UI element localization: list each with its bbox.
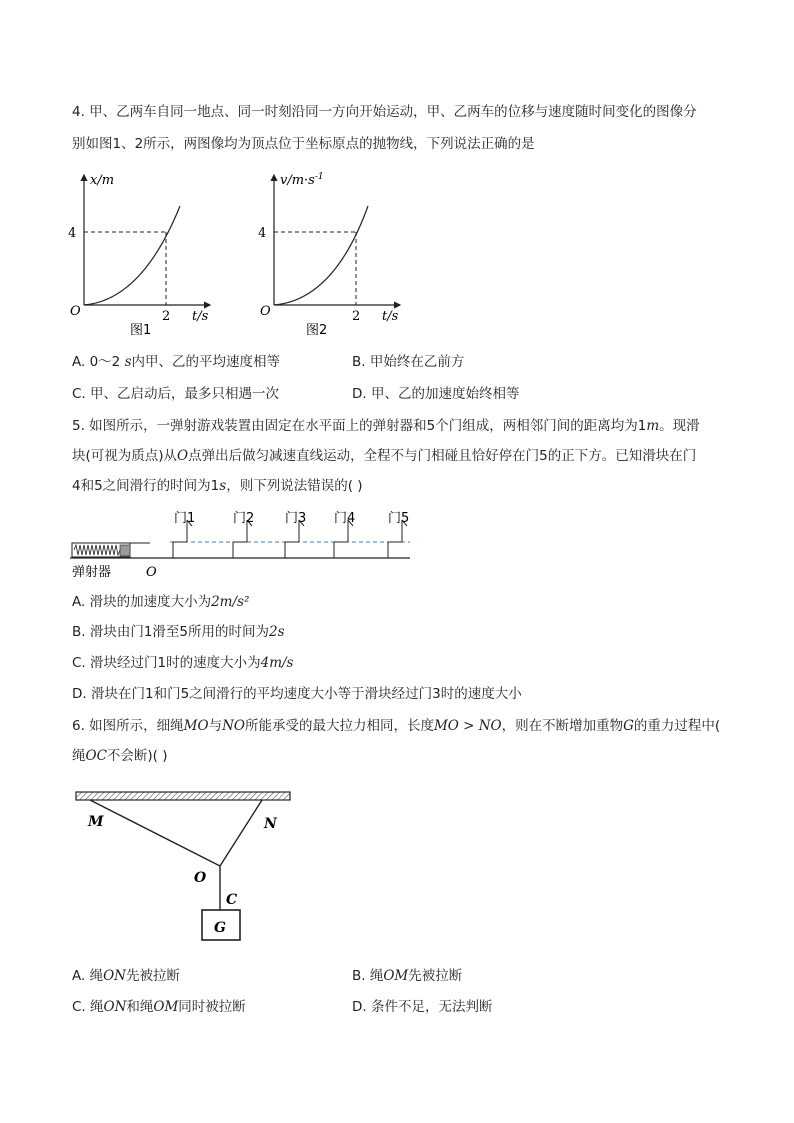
gate-1-label: 门1 [174,511,196,526]
q5-stem-line3: 4和5之间滑行的时间为1s，则下列说法错误的( ) [72,478,363,494]
q4-option-d: D. 甲、乙的加速度始终相等 [352,386,520,402]
q4-option-c: C. 甲、乙启动后，最多只相遇一次 [72,386,280,402]
ceiling [76,792,290,800]
q6-stem-line1: 6. 如图所示，细绳MO与NO所能承受的最大拉力相同，长度MO > NO，则在不断增加重物G的重力过程中( [72,718,721,734]
q6-figure [74,788,294,948]
fig1-tick-y: 4 [68,226,77,241]
fig1-caption: 图1 [130,323,152,338]
fig1-origin: O [70,304,81,319]
q6-option-d: D. 条件不足，无法判断 [352,999,493,1015]
label-g: G [214,920,226,936]
q6-stem-line2: 绳OC不会断)( ) [72,748,168,764]
fig1-axis-y-label: x/m [90,173,115,188]
fig2-caption: 图2 [306,323,328,338]
fig2-axis-x-label: t/s [382,309,399,324]
q4-stem-line2: 别如图1、2所示，两图像均为顶点位于坐标原点的抛物线，下列说法正确的是 [72,136,535,152]
q5-stem-line1: 5. 如图所示，一弹射游戏装置由固定在水平面上的弹射器和5个门组成，两相邻门间的距离均为1m。现滑 [72,418,700,434]
q5-option-d: D. 滑块在门1和门5之间滑行的平均速度大小等于滑块经过门3时的速度大小 [72,686,522,702]
gate-5-label: 门5 [388,511,410,526]
label-n: N [264,816,277,832]
label-m: M [88,814,104,830]
q5-option-b: B. 滑块由门1滑至5所用的时间为2s [72,624,285,640]
q4-figure-1 [60,170,220,338]
q4-figure-2 [250,170,410,338]
q5-stem-line2: 块(可视为质点)从O点弹出后做匀减速直线运动，全程不与门相碰且恰好停在门5的正下方。已知滑块在门 [72,448,697,464]
q4-option-b: B. 甲始终在乙前方 [352,354,465,370]
q4-stem-line1: 4. 甲、乙两车自同一地点、同一时刻沿同一方向开始运动，甲、乙两车的位移与速度随时间变化的图像分 [72,104,697,120]
fig2-curve [274,206,368,305]
fig1-tick-x: 2 [162,309,171,324]
q5-figure [70,506,415,586]
fig1-axis-x-label: t/s [192,309,209,324]
fig2-origin: O [260,304,271,319]
gate-2-label: 门2 [233,511,255,526]
rope-no [220,800,262,866]
q5-origin-label: O [146,565,157,580]
gate-4-label: 门4 [334,511,356,526]
q5-option-c: C. 滑块经过门1时的速度大小为4m/s [72,655,294,671]
label-c: C [226,892,238,908]
fig2-tick-y: 4 [258,226,267,241]
q4-option-a: A. 0～2 s内甲、乙的平均速度相等 [72,354,280,370]
spring [74,545,120,555]
q5-option-a: A. 滑块的加速度大小为2m/s² [72,594,250,610]
launcher-block [120,545,130,556]
gate-3-label: 门3 [285,511,307,526]
label-o: O [194,870,207,886]
q6-option-a: A. 绳ON先被拉断 [72,968,180,984]
fig2-tick-x: 2 [352,309,361,324]
q6-option-c: C. 绳ON和绳OM同时被拉断 [72,999,246,1015]
q6-option-b: B. 绳OM先被拉断 [352,968,463,984]
fig2-axis-y-label: $v/m\cdot s^{-1}$ [280,172,324,188]
launcher-label: 弹射器 [72,565,112,580]
rope-mo [90,800,220,866]
